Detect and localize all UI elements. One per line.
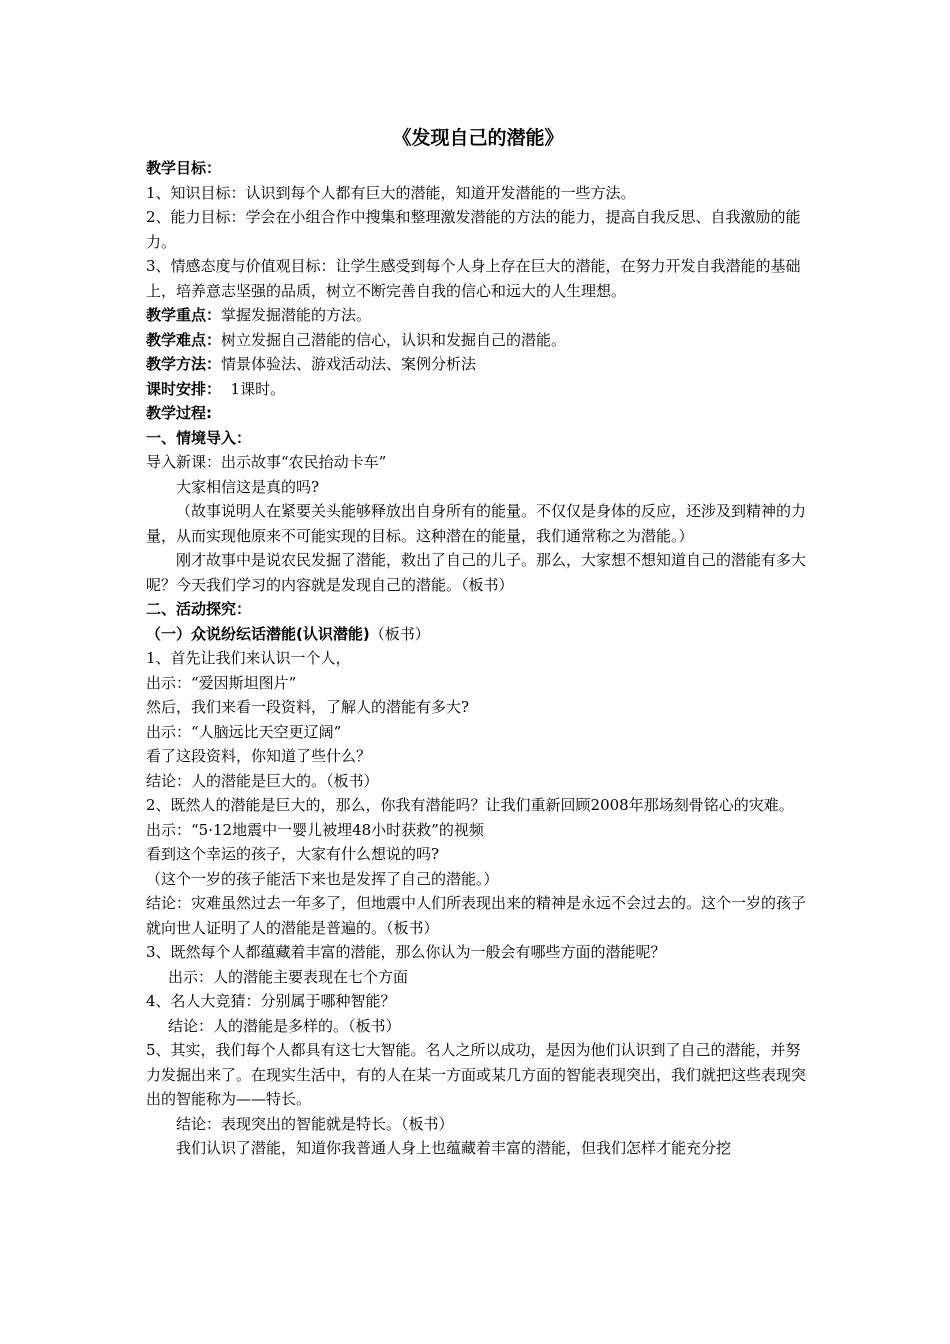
paragraph-10: （这个一岁的孩子能活下来也是发挥了自己的潜能。） [146, 869, 499, 888]
paragraph-16: 5、其实，我们每个人都具有这七大智能。名人之所以成功，是因为他们认识到了自己的潜能，并努力发掘出来了。在现实生活中，有的人在某一方面或某几方面的智能表现突出，我们就把这些表现突出的智能称为——特长。 [146, 1041, 807, 1108]
goal-ability: 2、能力目标：学会在小组合作中搜集和整理激发潜能的方法的能力，提高自我反思、自我激励的能力。 [146, 208, 801, 251]
goal-knowledge: 1、知识目标：认识到每个人都有巨大的潜能，知道开发潜能的一些方法。 [146, 183, 636, 202]
subsection-1-note: （板书） [369, 624, 430, 643]
goals-heading: 教学目标： [146, 159, 222, 177]
subsection-1-heading [146, 622, 810, 647]
key-point [146, 303, 810, 328]
difficulty-point [146, 328, 810, 353]
paragraph-15: 结论：人的潜能是多样的。（板书） [168, 1016, 401, 1035]
intro-story: 导入新课：出示故事“农民抬动卡车” [146, 453, 387, 471]
schedule-label: 课时安排： [146, 379, 222, 398]
paragraph-1: 1、首先让我们来认识一个人， [146, 649, 351, 667]
paragraph-5: 看了这段资料，你知道了些什么？ [146, 747, 372, 765]
intro-transition: 刚才故事中是说农民发掘了潜能，救出了自己的儿子。那么，大家想不想知道自己的潜能有多大呢？今天我们学习的内容就是发现自己的潜能。（板书） [146, 551, 807, 594]
intro-explanation: （故事说明人在紧要关头能够释放出自身所有的能量。不仅仅是身体的反应，还涉及到精神的力量，从而实现他原来不可能实现的目标。这种潜在的能量，我们通常称之为潜能。） [146, 502, 807, 545]
paragraph-3: 然后，我们来看一段资料，了解人的潜能有多大? [146, 698, 470, 716]
key-point-label: 教学重点： [146, 306, 222, 324]
schedule-text: 1课时。 [221, 379, 286, 398]
paragraph-4: 出示：“人脑远比天空更辽阔” [146, 722, 342, 741]
difficulty-text: 树立发掘自己潜能的信心，认识和发掘自己的潜能。 [221, 330, 567, 349]
document-title: 《发现自己的潜能》 [392, 127, 564, 149]
paragraph-18: 我们认识了潜能，知道你我普通人身上也蕴藏着丰富的潜能，但我们怎样才能充分挖 [176, 1139, 732, 1157]
key-point-text: 掌握发掘潜能的方法。 [221, 306, 372, 324]
teaching-method [146, 352, 810, 377]
paragraph-17: 结论：表现突出的智能就是特长。（板书） [176, 1114, 454, 1133]
paragraph-8: 出示：“5·12地震中一婴儿被埋48小时获救”的视频 [146, 820, 484, 839]
paragraph-6: 结论：人的潜能是巨大的。（板书） [146, 771, 379, 790]
paragraph-9: 看到这个幸运的孩子，大家有什么想说的吗? [146, 845, 440, 863]
section-1-heading: 一、情境导入： [146, 428, 252, 447]
section-2-heading: 二、活动探究： [146, 600, 252, 618]
paragraph-14: 4、名人大竞猜：分别属于哪种智能？ [146, 992, 396, 1010]
schedule [146, 377, 810, 402]
process-heading: 教学过程: [146, 404, 212, 422]
document-page [146, 122, 810, 1161]
paragraph-13: 出示：人的潜能主要表现在七个方面 [168, 967, 409, 986]
paragraph-7: 2、既然人的潜能是巨大的，那么，你我有潜能吗？让我们重新回顾2008年那场刻骨铭心的灾难。 [146, 796, 794, 814]
goal-attitude: 3、情感态度与价值观目标：让学生感受到每个人身上存在巨大的潜能，在努力开发自我潜能的基础上，培养意志坚强的品质，树立不断完善自我的信心和远大的人生理想。 [146, 257, 801, 300]
difficulty-label: 教学难点： [146, 330, 222, 349]
paragraph-11: 结论：灾难虽然过去一年多了，但地震中人们所表现出来的精神是永远不会过去的。这个一岁的孩子就向世人证明了人的潜能是普遍的。（板书） [146, 894, 807, 937]
method-text: 情景体验法、游戏活动法、案例分析法 [221, 355, 477, 373]
method-label: 教学方法： [146, 355, 222, 373]
paragraph-12: 3、既然每个人都蕴藏着丰富的潜能，那么你认为一般会有哪些方面的潜能呢？ [146, 943, 666, 961]
subsection-1-title: （一）众说纷纭话潜能(认识潜能) [146, 624, 370, 643]
intro-question: 大家相信这是真的吗? [176, 477, 320, 496]
paragraph-2: 出示：“爱因斯坦图片” [146, 673, 297, 692]
